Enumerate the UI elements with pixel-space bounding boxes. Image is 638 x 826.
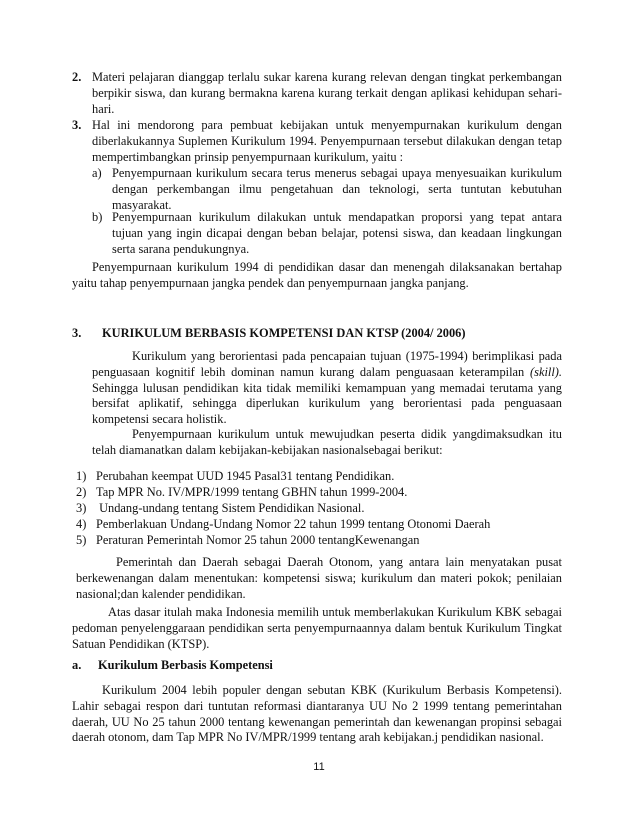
sub-item-a bbox=[92, 166, 562, 213]
section-number: 3. bbox=[72, 326, 82, 340]
list-item-3 bbox=[72, 118, 562, 165]
list-item-text: Perubahan keempat UUD 1945 Pasal31 tentang Pendidikan. bbox=[96, 469, 395, 483]
page-number: 11 bbox=[313, 761, 325, 773]
sub-item-label: a) bbox=[92, 166, 102, 180]
list-item-text: Materi pelajaran dianggap terlalu sukar karena kurang relevan dengan tingkat perkembangan berpikir siswa, dan kurang bermakna karena kurang terkait dengan aplikasi kehidupan sehari-hari. bbox=[92, 70, 562, 116]
paragraph-2004: Kurikulum 2004 lebih populer dengan sebutan KBK (Kurikulum Berbasis Kompetensi). Lahir sebagai respon dari tuntutan reformasi diantaranya UU No 2 1999 tentang pemerintahan daerah, UU No 25 tahun 2000 tentang kewenangan pemerintah dan kewenangan propinsi sebagai daerah otonom, dam Tap MPR No IV/MPR/1999 tentang arah kebijakan.j pendidikan nasional. bbox=[72, 683, 562, 745]
list-item-text: Hal ini mendorong para pembuat kebijakan untuk menyempurnakan kurikulum dengan diberlakukannya Suplemen Kurikulum 1994. Penyempurnaan tersebut dilakukan dengan tetap mempertimbangkan prinsip penyempurnaan kurikulum, yaitu : bbox=[92, 118, 562, 164]
italic-term: (skill). bbox=[530, 364, 562, 379]
sub-item-b bbox=[92, 210, 562, 257]
list-item bbox=[76, 501, 364, 517]
section-title: KURIKULUM BERBASIS KOMPETENSI DAN KTSP (2004/ 2006) bbox=[102, 326, 466, 340]
list-item-text: Pemberlakuan Undang-Undang Nomor 22 tahun 1999 tentang Otonomi Daerah bbox=[96, 517, 491, 531]
list-item-number: 3) bbox=[76, 501, 87, 515]
section-heading bbox=[72, 326, 562, 342]
list-item-2 bbox=[72, 70, 562, 117]
list-item-number: 4) bbox=[76, 517, 87, 531]
paragraph-orientasi bbox=[92, 349, 562, 428]
sub-item-text: Penyempurnaan kurikulum secara terus menerus sebagai upaya menyesuaikan kurikulum dengan perkembangan ilmu pengetahuan dan teknologi, serta tuntutan kebutuhan masyarakat. bbox=[112, 166, 562, 212]
list-item-label: 3. bbox=[72, 118, 82, 132]
subsection-title: Kurikulum Berbasis Kompetensi bbox=[98, 658, 273, 672]
list-item-text: Undang-undang tentang Sistem Pendidikan Nasional. bbox=[96, 501, 365, 515]
subsection-heading bbox=[72, 658, 562, 674]
paragraph-text: Kurikulum yang berorientasi pada pencapaian tujuan (1975-1994) berimplikasi pada penguasaan kognitif lebih dominan namun kurang dalam penguasaan keterampilan bbox=[92, 349, 562, 379]
paragraph-1994: Penyempurnaan kurikulum 1994 di pendidikan dasar dan menengah dilaksanakan bertahap yaitu tahap penyempurnaan jangka pendek dan penyempurnaan jangka panjang. bbox=[72, 260, 562, 290]
list-item bbox=[76, 517, 490, 533]
list-item-text: Peraturan Pemerintah Nomor 25 tahun 2000 tentangKewenangan bbox=[96, 533, 420, 547]
paragraph-kbk: Atas dasar itulah maka Indonesia memilih untuk memberlakukan Kurikulum KBK sebagai pedoman penyelenggaraan pendidikan serta penyempurnaannya dalam bentuk Kurikulum Tingkat Satuan Pendidikan (KTSP). bbox=[72, 605, 562, 651]
list-item-number: 2) bbox=[76, 485, 87, 499]
paragraph-otonom: Pemerintah dan Daerah sebagai Daerah Otonom, yang antara lain menyatakan pusat berkewenangan dalam menentukan: kompetensi siswa; kurikulum dan materi pokok; penilaian nasional;dan kalender pendidikan. bbox=[76, 555, 562, 601]
list-item-label: 2. bbox=[72, 70, 82, 84]
list-item bbox=[76, 485, 407, 501]
list-item-text: Tap MPR No. IV/MPR/1999 tentang GBHN tahun 1999-2004. bbox=[96, 485, 408, 499]
subsection-label: a. bbox=[72, 658, 82, 672]
paragraph-text: Sehingga lulusan pendidikan kita tidak memiliki kemampuan yang memadai terutama yang bersifat aplikatif, sehingga diperlukan kurikulum yang berorientasi pada penguasaan kompetensi secara holistik. bbox=[92, 380, 562, 427]
list-item bbox=[76, 469, 394, 485]
sub-item-label: b) bbox=[92, 210, 103, 224]
sub-item-text: Penyempurnaan kurikulum dilakukan untuk mendapatkan proporsi yang tepat antara tujuan yang ingin dicapai dengan beban belajar, potensi siswa, dan keadaan lingkungan serta sarana pendukungnya. bbox=[112, 210, 562, 256]
paragraph-kebijakan: Penyempurnaan kurikulum untuk mewujudkan peserta didik yangdimaksudkan itu telah diamanatkan dalam kebijakan-kebijakan nasionalsebagai berikut: bbox=[92, 427, 562, 457]
list-item-number: 1) bbox=[76, 469, 87, 483]
list-item-number: 5) bbox=[76, 533, 87, 547]
list-item bbox=[76, 533, 419, 549]
